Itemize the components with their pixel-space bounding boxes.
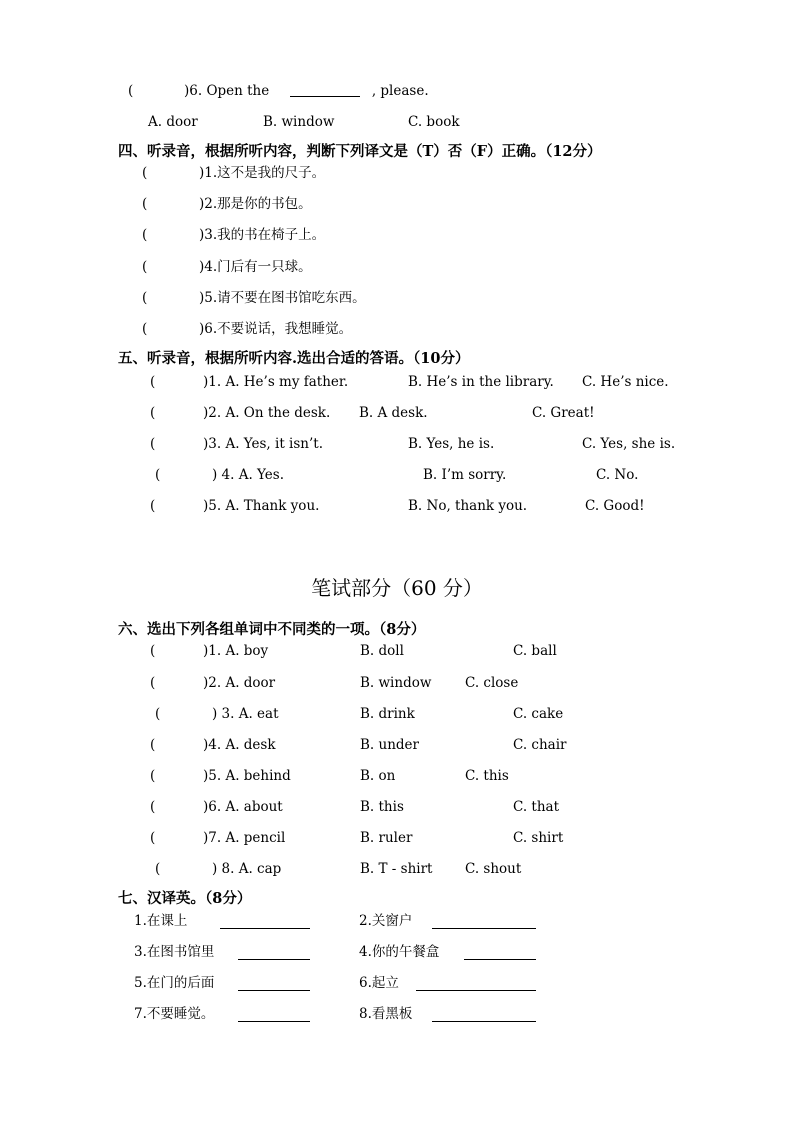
answer-blank[interactable] [220,914,310,929]
answer-paren[interactable]: ( [155,467,161,483]
prompt-right: 6.起立 [359,975,399,991]
option-b[interactable]: B. A desk. [359,405,428,421]
item-text: )5.请不要在图书馆吃东西。 [199,290,366,306]
q6-option-c[interactable]: C. book [408,114,460,130]
section-7-heading: 七、汉译英。（8分） [118,890,252,907]
q6-stem: )6. Open the , please. [184,83,429,99]
option-b[interactable]: B. I’m sorry. [423,467,507,483]
answer-paren[interactable]: ( [150,830,156,846]
question-option-a[interactable]: )3. A. Yes, it isn’t. [203,436,323,452]
option-c[interactable]: C. He’s nice. [582,374,669,390]
question-option-a[interactable]: )7. A. pencil [203,830,286,846]
answer-paren: ( [128,83,134,99]
item-text: )4.门后有一只球。 [199,259,312,275]
answer-paren[interactable]: ( [150,799,156,815]
option-c[interactable]: C. cake [513,706,564,722]
option-b[interactable]: B. this [360,799,404,815]
q6-line [128,82,429,100]
option-b[interactable]: B. window [360,675,432,691]
item-text: )1.这不是我的尺子。 [199,165,326,181]
option-b[interactable]: B. No, thank you. [408,498,528,514]
prompt-left: 7.不要睡觉。 [134,1006,215,1022]
answer-paren[interactable]: ( [150,498,156,514]
item-text: )6.不要说话，我想睡觉。 [199,321,353,337]
question-option-a[interactable]: )1. A. boy [203,643,269,659]
answer-paren[interactable]: ( [142,165,148,181]
option-c[interactable]: C. Great! [532,405,595,421]
answer-paren[interactable]: ( [150,768,156,784]
answer-paren[interactable]: ( [142,196,148,212]
prompt-left: 5.在门的后面 [134,975,215,991]
answer-blank[interactable] [432,1007,536,1022]
answer-paren[interactable]: ( [155,861,161,877]
answer-blank[interactable] [238,1007,310,1022]
q6-option-a[interactable]: A. door [148,114,198,130]
prompt-right: 4.你的午餐盒 [359,944,440,960]
option-c[interactable]: C. Good! [585,498,645,514]
question-option-a[interactable]: )5. A. Thank you. [203,498,320,514]
answer-paren[interactable]: ( [150,737,156,753]
prompt-right: 8.看黑板 [359,1006,413,1022]
option-c[interactable]: C. close [465,675,519,691]
q6-option-b[interactable]: B. window [263,114,335,130]
answer-blank[interactable] [238,976,310,991]
option-b[interactable]: B. drink [360,706,415,722]
answer-paren[interactable]: ( [142,321,148,337]
question-option-a[interactable]: )5. A. behind [203,768,291,784]
answer-paren[interactable]: ( [150,405,156,421]
prompt-right: 2.关窗户 [359,913,413,929]
option-b[interactable]: B. ruler [360,830,413,846]
answer-blank[interactable] [238,945,310,960]
answer-blank[interactable] [432,914,536,929]
option-c[interactable]: C. shirt [513,830,564,846]
question-option-a[interactable]: ) 4. A. Yes. [212,467,285,483]
question-option-a[interactable]: )2. A. On the desk. [203,405,331,421]
option-c[interactable]: C. Yes, she is. [582,436,676,452]
answer-paren[interactable]: ( [155,706,161,722]
option-b[interactable]: B. under [360,737,419,753]
answer-blank[interactable] [416,976,536,991]
option-c[interactable]: C. chair [513,737,567,753]
option-b[interactable]: B. doll [360,643,404,659]
section-6-heading: 六、选出下列各组单词中不同类的一项。（8分） [118,621,426,638]
answer-blank[interactable] [464,945,536,960]
question-option-a[interactable]: ) 8. A. cap [212,861,282,877]
option-b[interactable]: B. Yes, he is. [408,436,495,452]
answer-paren[interactable]: ( [150,643,156,659]
item-text: )3.我的书在椅子上。 [199,227,326,243]
option-c[interactable]: C. shout [465,861,522,877]
option-c[interactable]: C. this [465,768,509,784]
question-option-a[interactable]: )2. A. door [203,675,276,691]
answer-paren[interactable]: ( [150,374,156,390]
question-option-a[interactable]: ) 3. A. eat [212,706,279,722]
section-5-heading: 五、听录音，根据所听内容.选出合适的答语。（10分） [118,350,470,367]
answer-paren[interactable]: ( [142,227,148,243]
answer-blank[interactable] [290,82,360,97]
option-c[interactable]: C. ball [513,643,557,659]
answer-paren[interactable]: ( [150,436,156,452]
prompt-left: 3.在图书馆里 [134,944,215,960]
option-c[interactable]: C. No. [596,467,639,483]
question-option-a[interactable]: )6. A. about [203,799,283,815]
question-option-a[interactable]: )1. A. He’s my father. [203,374,349,390]
question-option-a[interactable]: )4. A. desk [203,737,276,753]
answer-paren[interactable]: ( [142,290,148,306]
answer-paren[interactable]: ( [142,259,148,275]
option-b[interactable]: B. He’s in the library. [408,374,554,390]
option-b[interactable]: B. T - shirt [360,861,433,877]
option-b[interactable]: B. on [360,768,396,784]
section-4-heading: 四、听录音，根据所听内容，判断下列译文是（T）否（F）正确。（12分） [118,143,602,160]
item-text: )2.那是你的书包。 [199,196,312,212]
written-part-title: 笔试部分（60 分） [311,576,483,600]
prompt-left: 1.在课上 [134,913,188,929]
answer-paren[interactable]: ( [150,675,156,691]
option-c[interactable]: C. that [513,799,560,815]
